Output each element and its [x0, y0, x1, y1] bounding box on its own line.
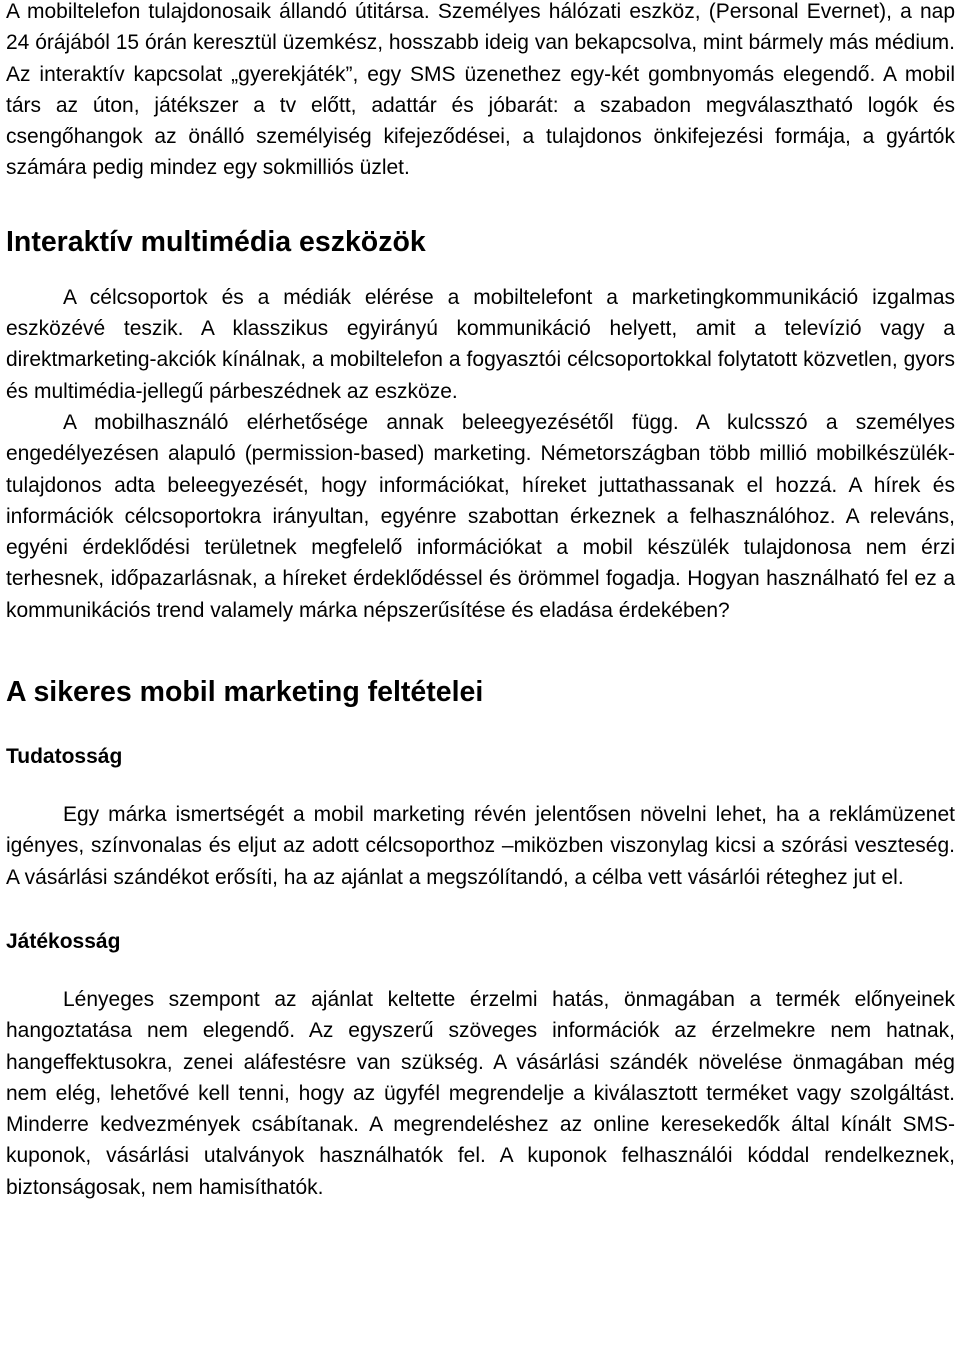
- subheading-playfulness: Játékosság: [6, 929, 121, 953]
- awareness-paragraph: Egy márka ismertségét a mobil marketing révén jelentősen növelni lehet, ha a reklámüzenet igényes, színvonalas és eljut az adott célcsoporthoz –miközben viszonylag kicsi a szórási veszteség. A vásárlási szándékot erősíti, ha az ajánlat a megszólítandó, a célba vett vásárlói réteghez jut el.: [6, 803, 955, 889]
- playfulness-paragraph: Lényeges szempont az ajánlat keltette érzelmi hatás, önmagában a termék előnyeinek hangoztatása nem elegendő. Az egyszerű szöveges információk az érzelmekre nem hatnak, hangeffektusokra, zenei aláfestésre van szükség. A vásárlási szándék növelése önmagában még nem elég, lehetővé kell tenni, hogy az ügyfél megrendelje a kiválasztott terméket vagy szolgáltást. Minderre kedvezmények csábítanak. A megrendeléshez az online keresekedők által kínált SMS-kuponok, vásárlási utalványok használhatók fel. A kuponok felhasználói kóddal rendelkeznek, biztonságosak, nem hamisíthatók.: [6, 987, 955, 1199]
- section-heading-interactive-multimedia: Interaktív multimédia eszközök: [6, 225, 426, 258]
- multimedia-paragraph-2: A mobilhasználó elérhetősége annak beleegyezésétől függ. A kulcsszó a személyes engedélyezésen alapuló (permission-based) marketing. Németországban több millió mobilkészülék-tulajdonos adta beleegyezését, hogy információkat, híreket juttathassanak el hozzá. A hírek és információk célcsoportokra irányultan, egyénre szabottan érkeznek a felhasználóhoz. A releváns, egyéni érdeklődési területnek megfelelő információkat a mobil készülék tulajdonosa nem érzi terhesnek, időpazarlásnak, a híreket érdeklődéssel és örömmel fogadja. Hogyan használható fel ez a kommunikációs trend valamely márka népszerűsítése és eladása érdekében?: [6, 410, 955, 622]
- intro-paragraph: A mobiltelefon tulajdonosaik állandó útitársa. Személyes hálózati eszköz, (Personal Evernet), a nap 24 órájából 15 órán keresztül üzemkész, hosszabb ideig van bekapcsolva, mint bármely más médium. Az interaktív kapcsolat „gyerekjáték”, egy SMS üzenethez egy-két gombnyomás elegendő. A mobil társ az úton, játékszer a tv előtt, adattár és jóbarát: a szabadon megválasztható logók és csengőhangok az önálló személyiség kifejeződései, a tulajdonos önkifejezési formája, a gyártók számára pedig mindez egy sokmilliós üzlet.: [6, 0, 955, 180]
- section-heading-mobile-marketing-conditions: A sikeres mobil marketing feltételei: [6, 676, 484, 709]
- subheading-awareness: Tudatosság: [6, 745, 123, 769]
- multimedia-paragraph-1: A célcsoportok és a médiák elérése a mobiltelefont a marketingkommunikáció izgalmas eszközévé teszik. A klasszikus egyirányú kommunikáció helyett, amit a televízió vagy a direktmarketing-akciók kínálnak, a mobiltelefon a fogyasztói célcsoportokkal folytatott közvetlen, gyors és multimédia-jellegű párbeszédnek az eszköze.: [6, 285, 955, 403]
